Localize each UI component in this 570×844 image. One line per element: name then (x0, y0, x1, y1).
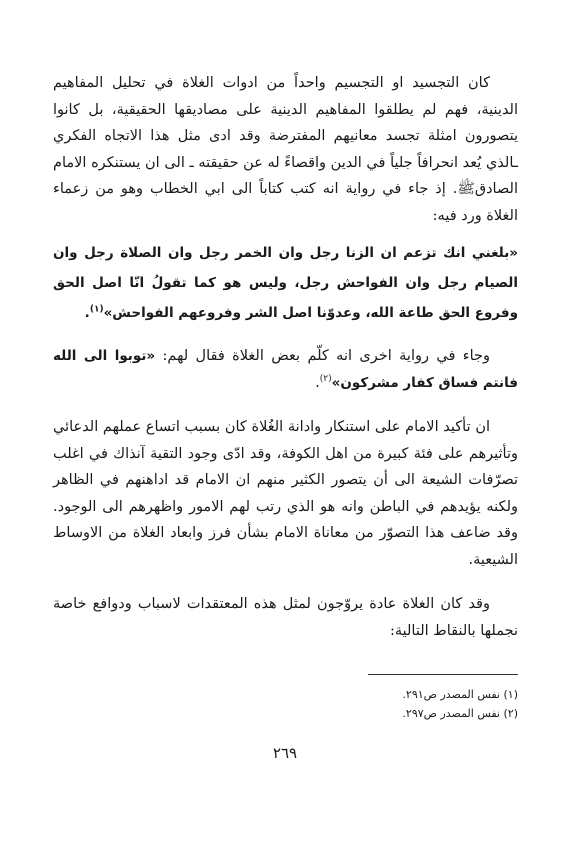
quote-paragraph (53, 238, 518, 328)
footnote-1: (١) نفس المصدر ص٢٩١. (402, 688, 518, 701)
footnote-ref-1: (١) (89, 304, 104, 315)
paragraph-3-lead: وجاء في رواية اخرى انه كلّم بعض الغلاة فقال لهم: (155, 348, 490, 364)
paragraph-3 (53, 343, 518, 396)
paragraph-3-quote: «توبوا الى الله فانتم فساق كفار مشركون» (53, 348, 518, 391)
footnote-2: (٢) نفس المصدر ص٢٩٧. (402, 707, 518, 720)
paragraph-3-end: . (315, 374, 320, 391)
footnotes (53, 674, 518, 723)
footnote-ref-2: (٢) (319, 373, 332, 384)
footnote-divider (368, 674, 518, 675)
paragraph-1: كان التجسيد او التجسيم واحداً من ادوات الغلاة في تحليل المفاهيم الدينية، فهم لم يطلقوا المفاهيم الدينية على مصاديقها الحقيقية، بل كانوا يتصورون امثلة تجسد معانيهم المفترضة وقد ادى مثل هذا الاتجاه الفكري ـالذي يُعد انحرافاً جلياً في الدين واقصاءً له عن حقيقته ـ الى ان يستنكره الامام الصادقﷺ. إذ جاء في رواية انه كتب كتاباً الى ابي الخطاب وهو من زعماء الغلاة ورد فيه: (53, 75, 518, 224)
paragraph-5: وقد كان الغلاة عادة يروّجون لمثل هذه المعتقدات لاسباب ودوافع خاصة نجملها بالنقاط التالية: (53, 596, 518, 639)
quote-end: . (84, 305, 90, 321)
page-body (53, 70, 518, 644)
paragraph-4: ان تأكيد الامام على استنكار وادانة الغُلاة كان بسبب اتساع عملهم الدعائي وتأثيرهم على فئة كبيرة من اهل الكوفة، وقد ادّى وجود التقية آنذاك في اغلب تصرّفات الشيعة الى أن يتصور الكثير منهم ان الامام قد اداهنهم في الظاهر ولكنه يؤيدهم في الباطن وانه هو الذي رتب لهم الامور واظهرهم الى الوجود. وقد ضاعف هذا التصوّر من معاناة الامام بشأن فرز وابعاد الغلاة من الاوساط الشيعية. (53, 419, 518, 568)
quote-text: «بلغني انك تزعم ان الزنا رجل وان الخمر رجل وان الصلاة رجل وان الصيام رجل وان الفواحش رجل، وليس هو كما تقولُ انّا اصل الحق وفروع الحق طاعة الله، وعدوّنا اصل الشر وفروعهم الفواحش» (53, 245, 518, 321)
page-number: ٢٦٩ (272, 744, 298, 762)
